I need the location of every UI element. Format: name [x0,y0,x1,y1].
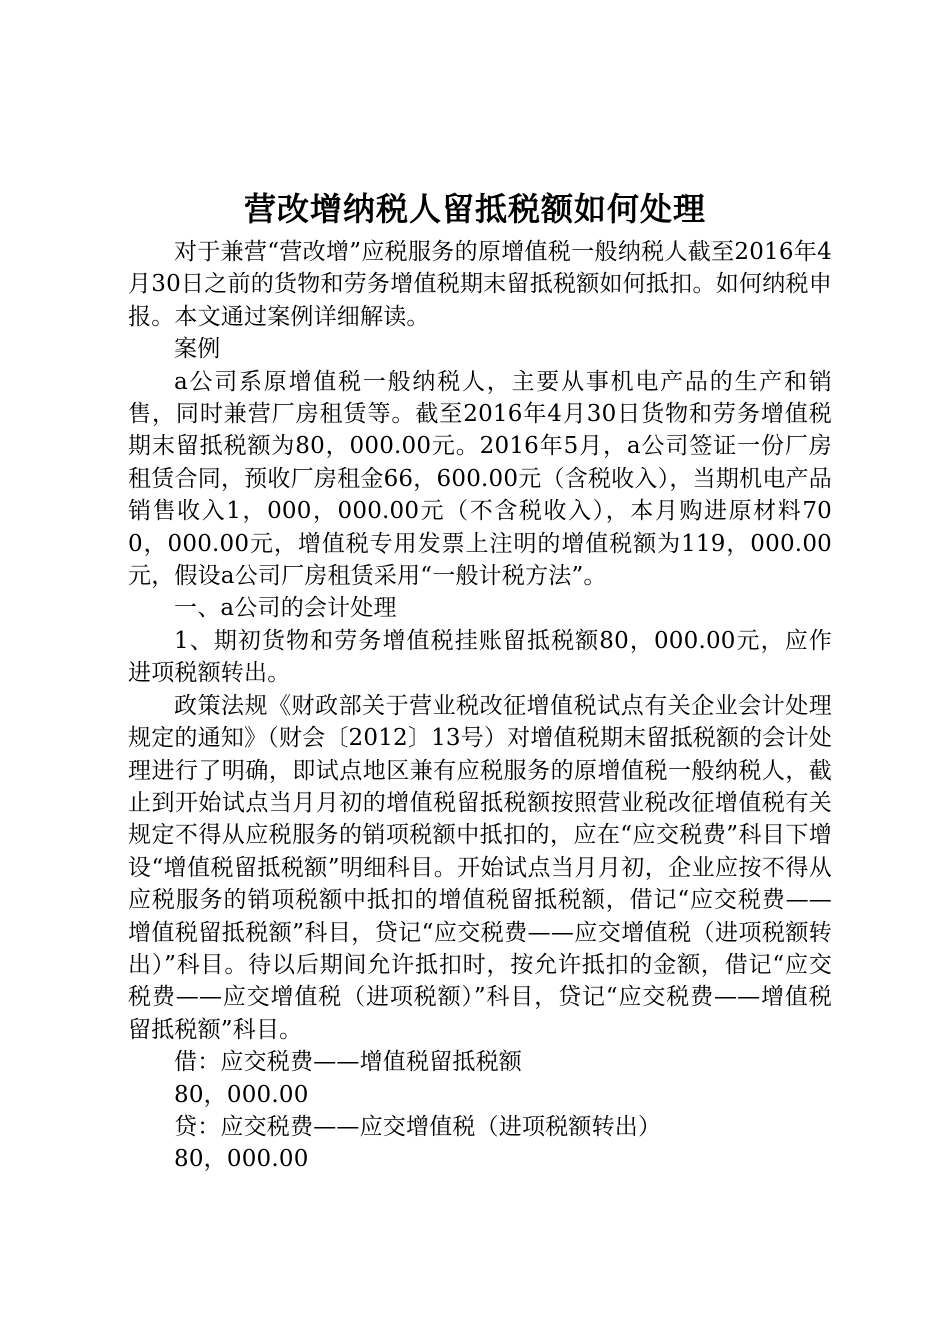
credit-entry: 贷：应交税费——应交增值税（进项税额转出） [174,1113,662,1140]
debit-amount: 80，000.00 [174,1081,309,1108]
case-paragraph: a公司系原增值税一般纳税人，主要从事机电产品的生产和销售，同时兼营厂房租赁等。截至2016年4月30日货物和劳务增值税期末留抵税额为80，000.00元。2016年5月，a公司签证一份厂房租赁合同，预收厂房租金66，600.00元（含税收入），当期机电产品销售收入1，000，000.00元（不含税收入），本月购进原材料700，000.00元，增值税专用发票上注明的增值税额为119，000.00元，假设a公司厂房租赁采用“一般计税方法”。 [128,368,832,590]
case-heading: 案例 [174,336,221,363]
debit-entry: 借：应交税费——增值税留抵税额 [174,1049,522,1076]
policy-paragraph: 政策法规《财政部关于营业税改征增值税试点有关企业会计处理规定的通知》（财会〔2012〕13号）对增值税期末留抵税额的会计处理进行了明确，即试点地区兼有应税服务的原增值税一般纳税人，截止到开始试点当月月初的增值税留抵税额按照营业税改征增值税有关规定不得从应税服务的销项税额中抵扣的，应在“应交税费”科目下增设“增值税留抵税额”明细科目。开始试点当月月初，企业应按不得从应税服务的销项税额中抵扣的增值税留抵税额，借记“应交税费——增值税留抵税额”科目，贷记“应交税费——应交增值税（进项税额转出）”科目。待以后期间允许抵扣时，按允许抵扣的金额，借记“应交税费——应交增值税（进项税额）”科目，贷记“应交税费——增值税留抵税额”科目。 [128,692,832,1043]
document-title: 营改增纳税人留抵税额如何处理 [243,190,706,228]
credit-amount: 80，000.00 [174,1146,309,1173]
document-body [128,236,832,1176]
section-heading-accounting: 一、a公司的会计处理 [174,595,397,622]
intro-paragraph: 对于兼营“营改增”应税服务的原增值税一般纳税人截至2016年4月30日之前的货物和劳务增值税期末留抵税额如何抵扣。如何纳税申报。本文通过案例详细解读。 [128,239,832,330]
item-paragraph-1: 1、期初货物和劳务增值税挂账留抵税额80，000.00元，应作进项税额转出。 [128,627,832,687]
